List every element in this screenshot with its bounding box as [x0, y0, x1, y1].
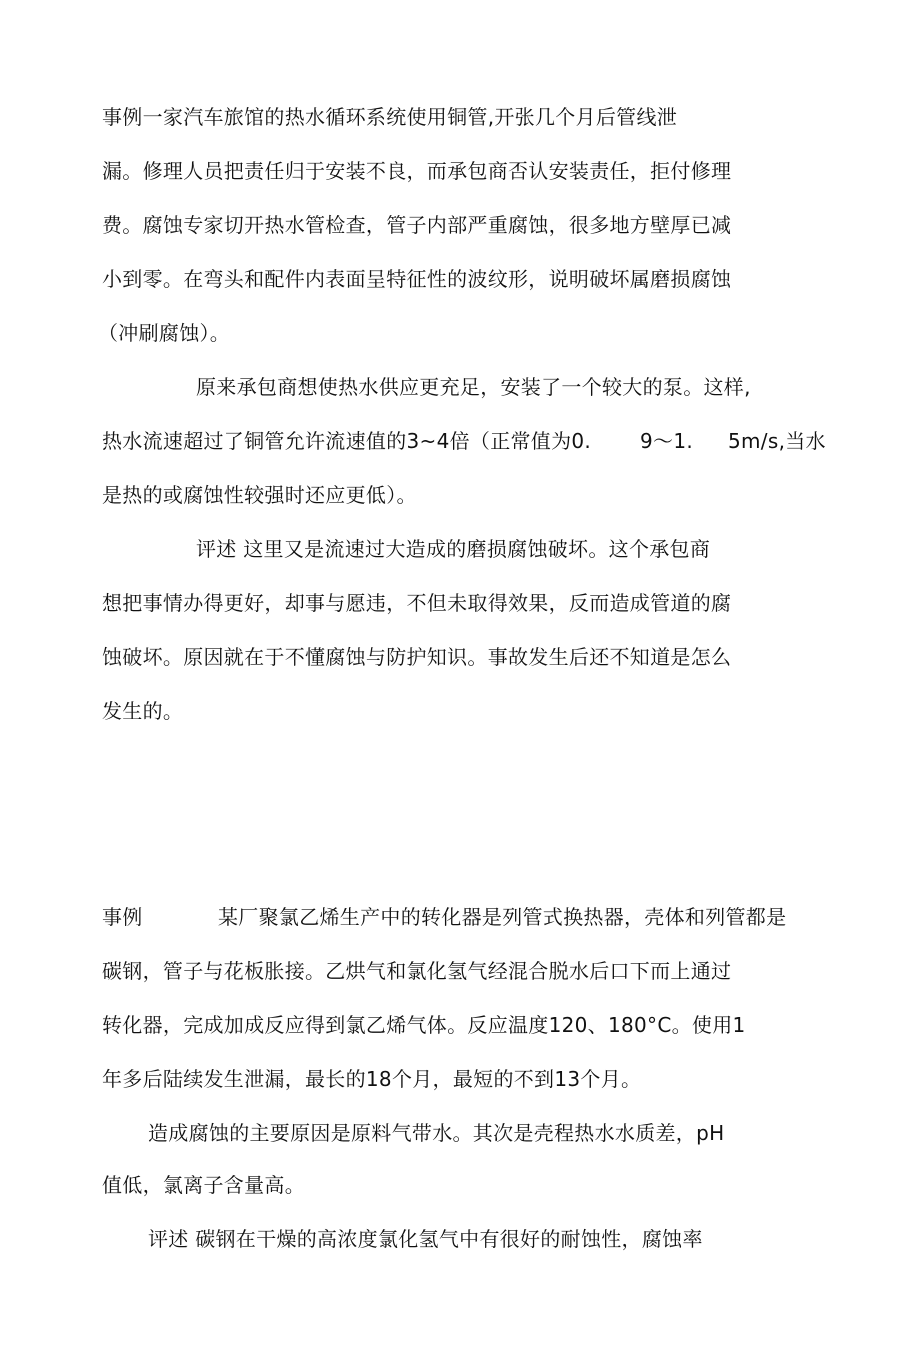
text-line: 事例一家汽车旅馆的热水循环系统使用铜管,开张几个月后管线泄 [102, 105, 678, 129]
text-line: 原来承包商想使热水供应更充足，安装了一个较大的泵。这样, [196, 375, 751, 399]
text-segment: 某厂聚氯乙烯生产中的转化器是列管式换热器，壳体和列管都是 [218, 905, 787, 929]
text-line: 造成腐蚀的主要原因是原料气带水。其次是壳程热水水质差，pH [148, 1121, 725, 1145]
text-segment: 5m/s,当水 [728, 429, 826, 453]
text-segment: 热水流速超过了铜管允许流速值的3~4倍（正常值为0. [102, 429, 592, 453]
text-line: 漏。修理人员把责任归于安装不良，而承包商否认安装责任，拒付修理 [102, 159, 732, 183]
text-line: 蚀破坏。原因就在于不懂腐蚀与防护知识。事故发生后还不知道是怎么 [102, 645, 732, 669]
text-line: 年多后陆续发生泄漏，最长的18个月，最短的不到13个月。 [102, 1067, 642, 1091]
text-line: 想把事情办得更好，却事与愿违，不但未取得效果，反而造成管道的腐 [102, 591, 732, 615]
case-label: 事例 [102, 905, 143, 929]
text-line: （冲刷腐蚀）。 [98, 321, 231, 345]
text-line [102, 428, 826, 454]
text-line [102, 904, 822, 930]
text-line: 转化器，完成加成反应得到氯乙烯气体。反应温度120、180°C。使用1 [102, 1013, 746, 1037]
text-line: 发生的。 [102, 699, 184, 723]
text-line: 评述 碳钢在干燥的高浓度氯化氢气中有很好的耐蚀性，腐蚀率 [148, 1227, 703, 1251]
text-line: 评述 这里又是流速过大造成的磨损腐蚀破坏。这个承包商 [196, 537, 711, 561]
text-line: 是热的或腐蚀性较强时还应更低）。 [102, 483, 417, 507]
text-line: 小到零。在弯头和配件内表面呈特征性的波纹形，说明破坏属磨损腐蚀 [102, 267, 732, 291]
text-line: 碳钢，管子与花板胀接。乙烘气和氯化氢气经混合脱水后口下而上通过 [102, 959, 732, 983]
text-segment: 9～1. [640, 429, 694, 453]
text-line: 费。腐蚀专家切开热水管检查，管子内部严重腐蚀，很多地方壁厚已减 [102, 213, 732, 237]
text-line: 值低，氯离子含量高。 [102, 1173, 305, 1197]
